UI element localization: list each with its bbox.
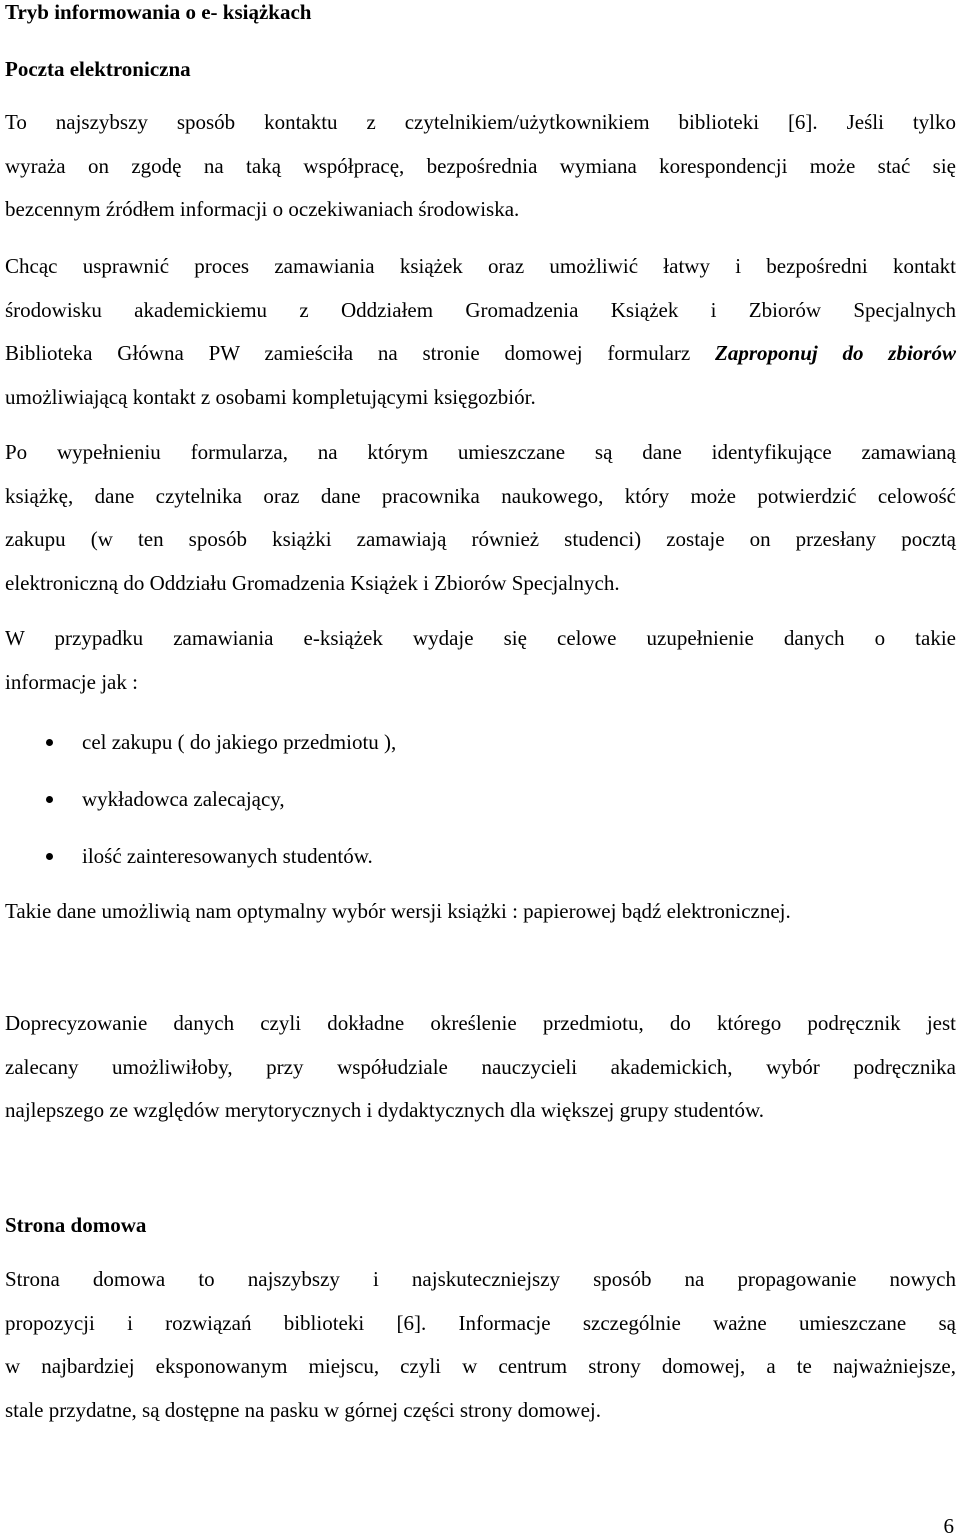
paragraph-line: zalecany umożliwiłoby, przy współudziale nauczycieli akademickich, wybór podręcznika (5, 1054, 956, 1079)
list-item-text: cel zakupu ( do jakiego przedmiotu ), (82, 730, 397, 754)
paragraph-line: Takie dane umożliwią nam optymalny wybór wersji książki : papierowej bądź elektronicznej. (5, 899, 791, 923)
paragraph-text: Biblioteka Główna PW zamieściła na stronie domowej formularz (5, 341, 716, 365)
section-title: Strona domowa (5, 1213, 147, 1237)
paragraph-line: bezcennym źródłem informacji o oczekiwaniach środowiska. (5, 197, 520, 221)
paragraph-4 (5, 617, 956, 704)
paragraph-line: umożliwiającą kontakt z osobami kompletującymi księgozbiór. (5, 384, 536, 409)
paragraph-1 (5, 101, 956, 232)
paragraph-line: Doprecyzowanie danych czyli dokładne określenie przedmiotu, do którego podręcznik jest (5, 1011, 956, 1035)
section-subtitle: Poczta elektroniczna (5, 57, 191, 81)
form-name-emphasis: Zaproponuj do zbiorów (715, 341, 956, 365)
paragraph-line: w najbardziej eksponowanym miejscu, czyli w centrum strony domowej, a te najważniejsze, (5, 1354, 956, 1378)
bullet-icon (46, 739, 53, 746)
paragraph-line: wyraża on zgodę na taką współpracę, bezpośrednia wymiana korespondencji może stać się (5, 153, 956, 178)
paragraph-line: elektroniczną do Oddziału Gromadzenia Książek i Zbiorów Specjalnych. (5, 570, 620, 595)
paragraph-line: To najszybszy sposób kontaktu z czytelnikiem/użytkownikiem biblioteki [6]. Jeśli tylko (5, 110, 956, 134)
section-title: Tryb informowania o e- książkach (5, 0, 312, 24)
paragraph-line: najlepszego ze względów merytorycznych i dydaktycznych dla większej grupy studentów. (5, 1098, 765, 1122)
bullet-icon (46, 796, 53, 803)
paragraph-line: informacje jak : (5, 669, 138, 694)
page-number: 6 (943, 1514, 954, 1538)
paragraph-5 (5, 890, 956, 934)
paragraph-line: Chcąc usprawnić proces zamawiania książek oraz umożliwić łatwy i bezpośredni kontakt (5, 254, 956, 278)
paragraph-line (5, 332, 956, 376)
paragraph-line: środowisku akademickiemu z Oddziałem Gromadzenia Książek i Zbiorów Specjalnych (5, 297, 956, 322)
bullet-icon (46, 853, 53, 860)
list-item (46, 730, 946, 787)
paragraph-line: Strona domowa to najszybszy i najskuteczniejszy sposób na propagowanie nowych (5, 1267, 956, 1291)
paragraph-2 (5, 245, 956, 419)
paragraph-6 (5, 1002, 956, 1133)
paragraph-3 (5, 431, 956, 605)
paragraph-line: Po wypełnieniu formularza, na którym umieszczane są dane identyfikujące zamawianą (5, 440, 956, 464)
paragraph-line: stale przydatne, są dostępne na pasku w górnej części strony domowej. (5, 1397, 601, 1422)
paragraph-line: zakupu (w ten sposób książki zamawiają również studenci) zostaje on przesłany pocztą (5, 527, 956, 551)
list-item-text: wykładowca zalecający, (82, 787, 285, 811)
list-item-text: ilość zainteresowanych studentów. (82, 844, 373, 868)
paragraph-line: książkę, dane czytelnika oraz dane pracownika naukowego, który może potwierdzić celowość (5, 483, 956, 508)
info-bullet-list (46, 730, 946, 901)
paragraph-7 (5, 1258, 956, 1432)
list-item (46, 787, 946, 844)
paragraph-line: W przypadku zamawiania e-książek wydaje się celowe uzupełnienie danych o takie (5, 626, 956, 650)
paragraph-line: propozycji i rozwiązań biblioteki [6]. Informacje szczególnie ważne umieszczane są (5, 1310, 956, 1335)
